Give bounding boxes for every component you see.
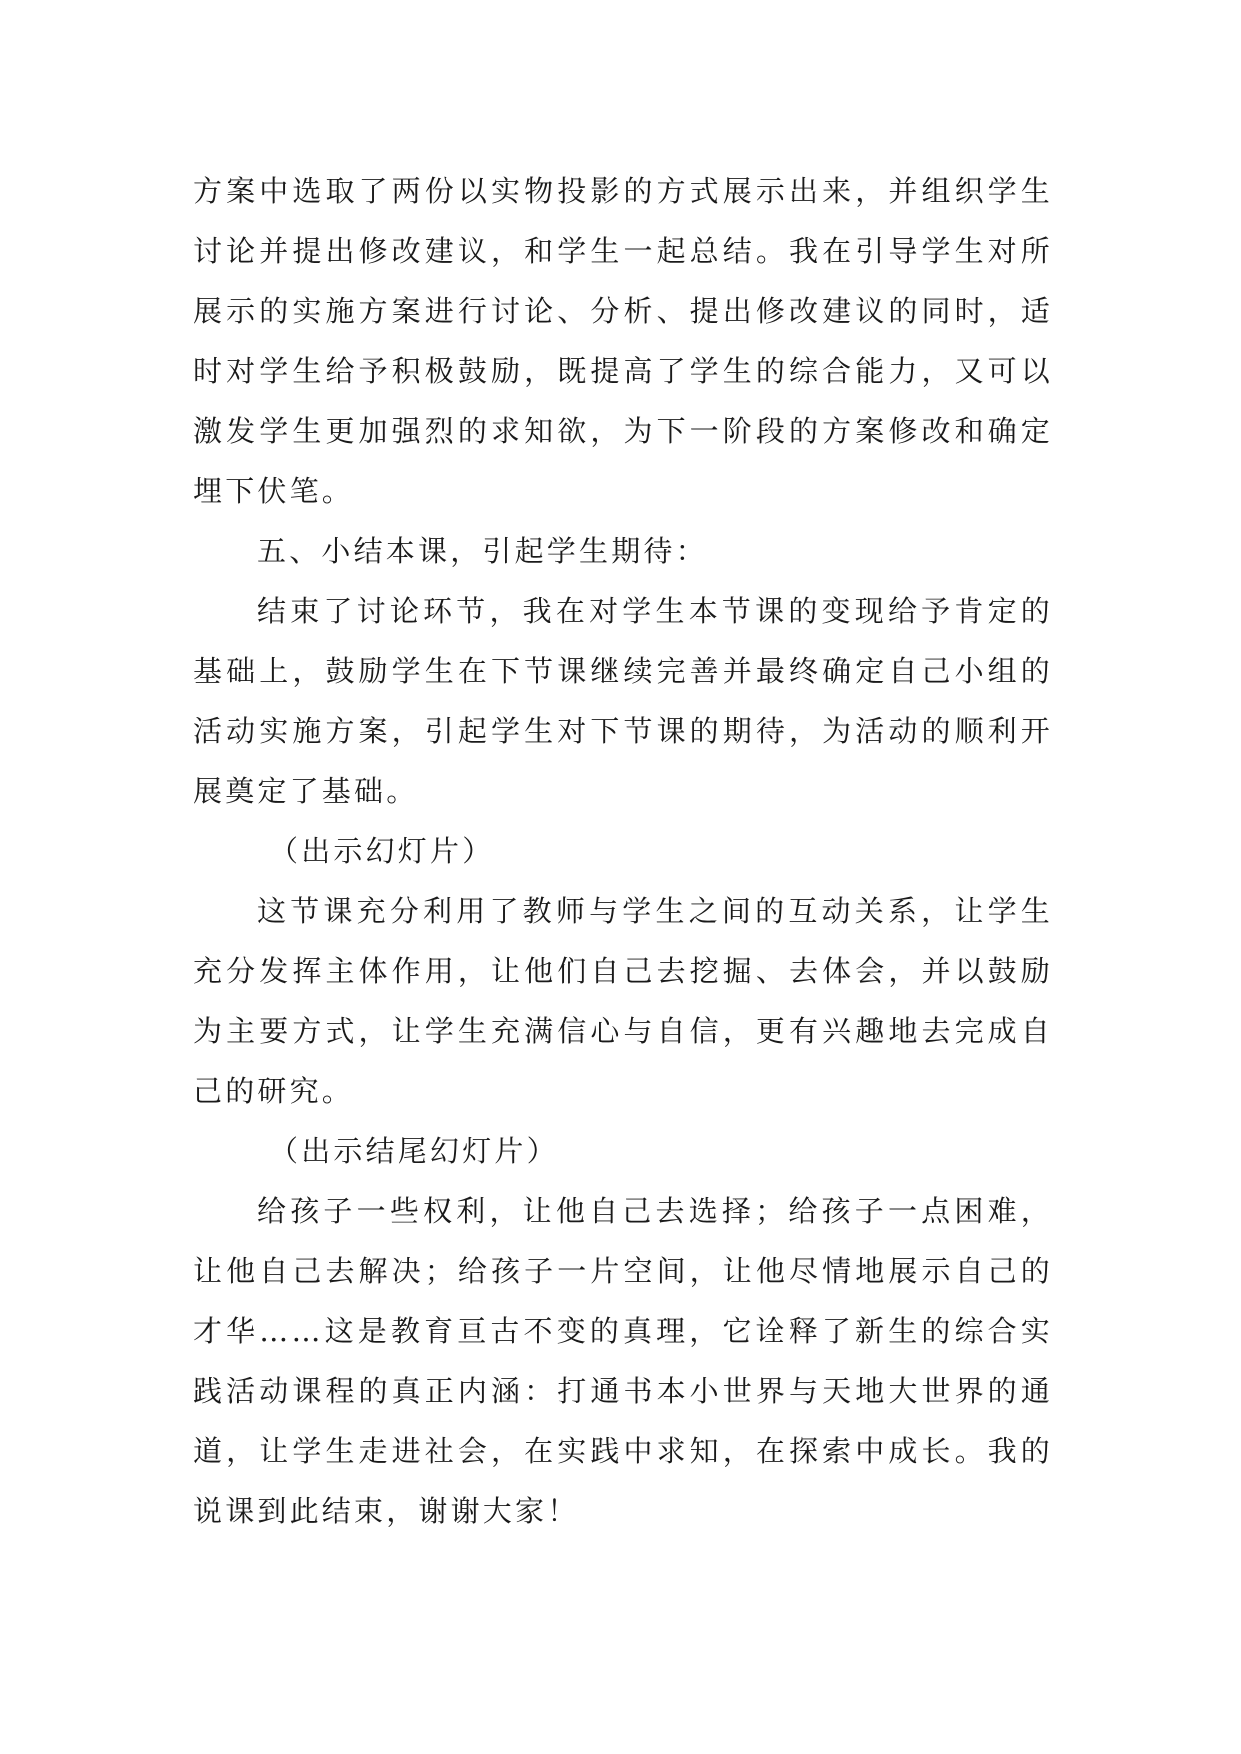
slide-note: （出示结尾幻灯片） <box>269 1134 559 1168</box>
paragraph: 给孩子一些权利，让他自己去选择；给孩子一点困难，让他自己去解决；给孩子一片空间，让他尽情地展示自己的才华……这是教育亘古不变的真理，它诠释了新生的综合实践活动课程的真正内涵：打通书本小世界与天地大世界的通道，让学生走进社会，在实践中求知，在探索中成长。我的说课到此结束，谢谢大家！ <box>193 1194 1053 1528</box>
section-heading: 五、小结本课，引起学生期待： <box>257 534 708 568</box>
paragraph-continuation: 方案中选取了两份以实物投影的方式展示出来，并组织学生讨论并提出修改建议，和学生一起总结。我在引导学生对所展示的实施方案进行讨论、分析、提出修改建议的同时，适时对学生给予积极鼓励，既提高了学生的综合能力，又可以激发学生更加强烈的求知欲，为下一阶段的方案修改和确定埋下伏笔。 <box>193 174 1053 508</box>
paragraph: 结束了讨论环节，我在对学生本节课的变现给予肯定的基础上，鼓励学生在下节课继续完善并最终确定自己小组的活动实施方案，引起学生对下节课的期待，为活动的顺利开展奠定了基础。 <box>193 594 1053 808</box>
document-body <box>193 161 1053 1541</box>
slide-note: （出示幻灯片） <box>269 834 495 868</box>
paragraph: 这节课充分利用了教师与学生之间的互动关系，让学生充分发挥主体作用，让他们自己去挖掘、去体会，并以鼓励为主要方式，让学生充满信心与自信，更有兴趣地去完成自己的研究。 <box>193 894 1053 1108</box>
